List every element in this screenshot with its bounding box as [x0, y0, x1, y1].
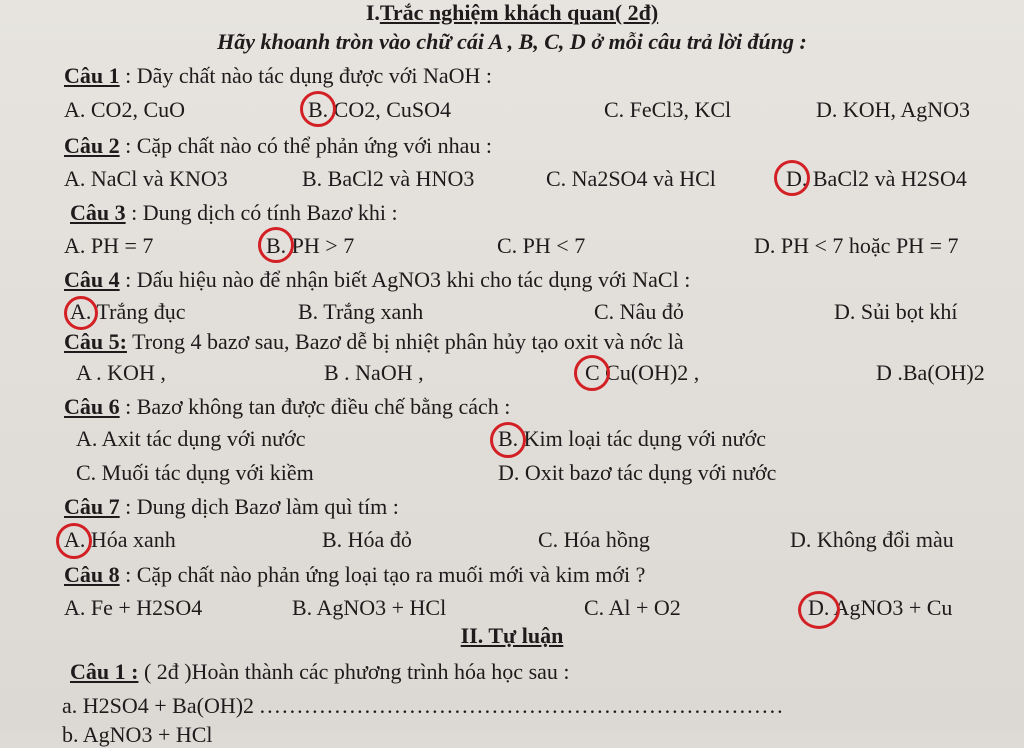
answer-circle: [56, 523, 92, 559]
q2-option-c[interactable]: C. Na2SO4 và HCl: [546, 166, 716, 191]
question-3: [70, 200, 398, 226]
question-text: Trong 4 bazơ sau, Bazơ dễ bị nhiệt phân hủy tạo oxit và nớc là: [132, 329, 684, 354]
question-text: ( 2đ )Hoàn thành các phương trình hóa học sau :: [143, 659, 570, 684]
question-label: Câu 1 :: [70, 659, 139, 684]
essay-item-text: b. AgNO3 + HCl: [62, 722, 213, 747]
q4-option-a[interactable]: A. Trắng đục: [70, 299, 186, 324]
q3-option-c[interactable]: C. PH < 7: [497, 233, 586, 258]
title-text: Trắc nghiệm khách quan( 2đ): [379, 0, 659, 25]
question-text: : Bazơ không tan được điều chế bằng cách :: [125, 394, 511, 419]
question-label: Câu 2: [64, 133, 120, 158]
essay-item-text: a. H2SO4 + Ba(OH)2: [62, 693, 255, 718]
question-label: Câu 8: [64, 562, 120, 587]
answer-circle: [774, 160, 810, 196]
q8-option-c[interactable]: C. Al + O2: [584, 595, 681, 620]
q5-option-a[interactable]: A . KOH ,: [76, 360, 166, 385]
title-prefix: I.: [365, 0, 380, 25]
question-label: Câu 6: [64, 394, 120, 419]
question-text: : Cặp chất nào phản ứng loại tạo ra muối mới và kim mới ?: [125, 562, 646, 587]
q4-option-c[interactable]: C. Nâu đỏ: [594, 299, 684, 324]
q1-option-a[interactable]: A. CO2, CuO: [64, 97, 186, 122]
question-text: : Cặp chất nào có thể phản ứng với nhau :: [125, 133, 493, 158]
question-text: : Dung dịch có tính Bazơ khi :: [131, 200, 398, 225]
question-label: Câu 1: [64, 63, 120, 88]
q4-option-b[interactable]: B. Trắng xanh: [298, 299, 424, 324]
question-5: [64, 329, 684, 355]
q8-option-b[interactable]: B. AgNO3 + HCl: [292, 595, 447, 620]
q6-option-c[interactable]: C. Muối tác dụng với kiềm: [76, 460, 314, 485]
q2-option-b[interactable]: B. BaCl2 và HNO3: [302, 166, 475, 191]
question-4: [64, 267, 690, 293]
question-8: [64, 562, 645, 588]
q6-option-b[interactable]: B. Kim loại tác dụng với nước: [498, 426, 766, 451]
q6-option-a[interactable]: A. Axit tác dụng với nước: [76, 426, 306, 451]
answer-circle: [490, 422, 526, 458]
q8-option-d[interactable]: D. AgNO3 + Cu: [808, 595, 953, 620]
q7-option-c[interactable]: C. Hóa hồng: [538, 527, 650, 552]
q3-option-d[interactable]: D. PH < 7 hoặc PH = 7: [754, 233, 959, 258]
section2-title: II. Tự luận: [460, 623, 564, 648]
section1-title: [0, 0, 1024, 26]
question-label: Câu 4: [64, 267, 120, 292]
question-2: [64, 133, 492, 159]
q6-option-d[interactable]: D. Oxit bazơ tác dụng với nước: [498, 460, 777, 485]
question-text: : Dung dịch Bazơ làm quì tím :: [125, 494, 399, 519]
answer-circle: [258, 227, 294, 263]
question-text: : Dấu hiệu nào để nhận biết AgNO3 khi cho tác dụng với NaCl :: [125, 267, 691, 292]
question-1: [64, 63, 492, 89]
essay-item-b: [62, 722, 213, 748]
q7-option-d[interactable]: D. Không đổi màu: [790, 527, 954, 552]
question-label: Câu 5:: [64, 329, 127, 354]
q5-option-d[interactable]: D .Ba(OH)2: [876, 360, 985, 385]
q2-option-d[interactable]: D. BaCl2 và H2SO4: [786, 166, 967, 191]
q1-option-c[interactable]: C. FeCl3, KCl: [604, 97, 732, 122]
question-text: : Dãy chất nào tác dụng được với NaOH :: [125, 63, 493, 88]
q5-option-b[interactable]: B . NaOH ,: [324, 360, 424, 385]
question-label: Câu 7: [64, 494, 120, 519]
answer-circle: [574, 355, 610, 391]
q3-option-b[interactable]: B. PH > 7: [266, 233, 355, 258]
q3-option-a[interactable]: A. PH = 7: [64, 233, 154, 258]
question-label: Câu 3: [70, 200, 126, 225]
q2-option-a[interactable]: A. NaCl và KNO3: [64, 166, 228, 191]
q1-option-b[interactable]: B. CO2, CuSO4: [308, 97, 452, 122]
q7-option-b[interactable]: B. Hóa đỏ: [322, 527, 412, 552]
q1-option-d[interactable]: D. KOH, AgNO3: [816, 97, 970, 122]
question-6: [64, 394, 510, 420]
question-7: [64, 494, 399, 520]
answer-dots[interactable]: ......................................................................: [259, 693, 785, 718]
q7-option-a[interactable]: A. Hóa xanh: [64, 527, 176, 552]
essay-item-a: [62, 693, 785, 719]
instruction: Hãy khoanh tròn vào chữ cái A , B, C, D ở mỗi câu trả lời đúng :: [217, 29, 807, 54]
essay-question-1: [70, 659, 570, 685]
answer-circle: [300, 91, 336, 127]
q5-option-c[interactable]: C Cu(OH)2 ,: [585, 360, 700, 385]
q4-option-d[interactable]: D. Sủi bọt khí: [834, 299, 958, 324]
answer-circle: [64, 296, 98, 330]
q8-option-a[interactable]: A. Fe + H2SO4: [64, 595, 203, 620]
